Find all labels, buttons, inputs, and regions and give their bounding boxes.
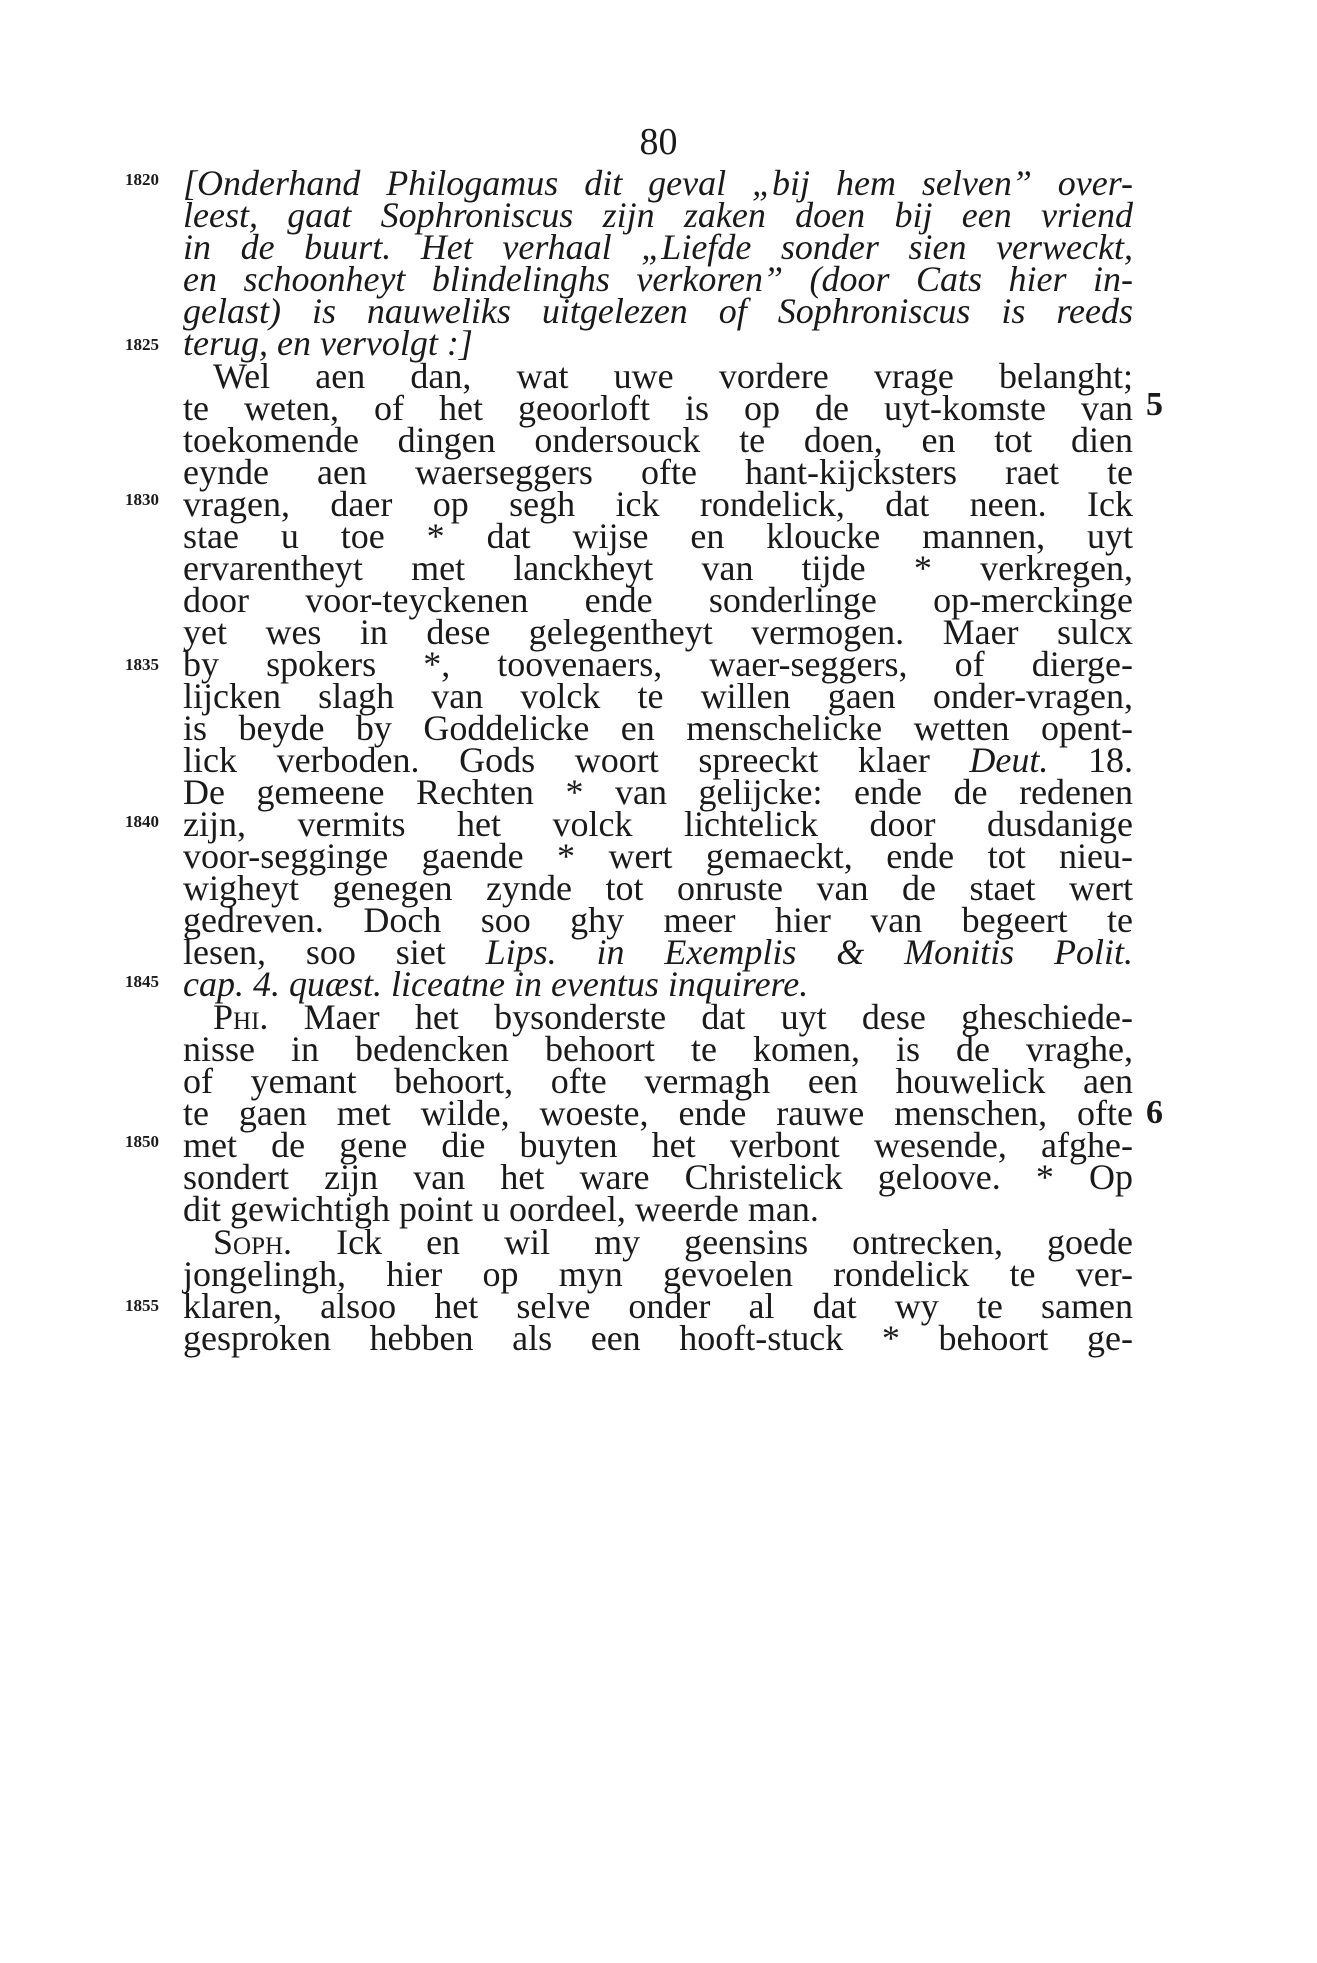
page-number: 80 <box>639 121 678 163</box>
section-number: 6 <box>1146 1094 1163 1131</box>
margin-line-number: 1820 <box>125 170 159 189</box>
margin-line-number: 1845 <box>125 972 159 991</box>
text-line: stae u toe * dat wijse en kloucke mannen, uyt <box>183 516 1133 556</box>
margin-line-number: 1855 <box>125 1296 159 1315</box>
text-segment: 18. <box>1088 740 1134 780</box>
text-line: met de gene die buyten het verbont wesende, afghe- <box>183 1125 1133 1165</box>
text-line: wigheyt genegen zynde tot onruste van de staet wert <box>183 868 1133 908</box>
text-line: Wel aen dan, wat uwe vordere vrage belanght; <box>213 356 1133 396</box>
text-line: gelast) is nauweliks uitgelezen of Sophroniscus is reeds <box>183 291 1133 331</box>
text-line: zijn, vermits het volck lichtelick door dusdanige <box>183 804 1133 844</box>
margin-line-number: 1825 <box>125 335 159 354</box>
margin-line-number: 1830 <box>125 490 159 509</box>
margin-line-number: 1850 <box>125 1132 159 1151</box>
text-segment: lesen, soo siet <box>183 932 446 972</box>
text-line: toekomende dingen ondersouck te doen, en tot dien <box>183 420 1133 460</box>
text-line: lijcken slagh van volck te willen gaen onder-vragen, <box>183 676 1133 716</box>
text-line: ervarentheyt met lanckheyt van tijde * verkregen, <box>183 548 1133 588</box>
section-number: 5 <box>1146 386 1163 423</box>
text-line: terug, en vervolgt :] <box>183 323 473 363</box>
text-line: is beyde by Goddelicke en menschelicke wetten opent- <box>183 708 1133 748</box>
text-line: te gaen met wilde, woeste, ende rauwe menschen, ofte <box>183 1093 1133 1133</box>
text-line: door voor-teyckenen ende sonderlinge op-merckinge <box>183 580 1133 620</box>
text-line: jongelingh, hier op myn gevoelen rondelick te ver- <box>183 1254 1133 1294</box>
text-line: [Onderhand Philogamus dit geval „bij hem selven” over- <box>183 163 1133 203</box>
text-line: gedreven. Doch soo ghy meer hier van begeert te <box>183 900 1133 940</box>
text-line: of yemant behoort, ofte vermagh een houwelick aen <box>183 1061 1133 1101</box>
text-line: te weten, of het geoorloft is op de uyt-komste van <box>183 388 1133 428</box>
text-line: vragen, daer op segh ick rondelick, dat neen. Ick <box>183 484 1133 524</box>
margin-line-number: 1835 <box>125 655 159 674</box>
margin-line-number: 1840 <box>125 812 159 831</box>
text-line: by spokers *, toovenaers, waer-seggers, of dierge- <box>183 644 1133 684</box>
text-line: voor-segginge gaende * wert gemaeckt, ende tot nieu- <box>183 836 1133 876</box>
text-line: en schoonheyt blindelinghs verkoren” (door Cats hier in- <box>183 259 1133 299</box>
text-line: sondert zijn van het ware Christelick geloove. * Op <box>183 1157 1133 1197</box>
citation: Lips. in Exemplis & Monitis Polit. <box>485 932 1134 972</box>
text-line: eynde aen waerseggers ofte hant-kijcksters raet te <box>183 452 1133 492</box>
text-line: in de buurt. Het verhaal „Liefde sonder sien verweckt, <box>183 227 1133 267</box>
text-line: leest, gaat Sophroniscus zijn zaken doen bij een vriend <box>183 195 1133 235</box>
text-line: De gemeene Rechten * van gelijcke: ende de redenen <box>183 772 1133 812</box>
text-line: klaren, alsoo het selve onder al dat wy te samen <box>183 1286 1133 1326</box>
speaker-label: Phi. <box>213 997 269 1037</box>
text-line: dit gewichtigh point u oordeel, weerde man. <box>183 1189 819 1229</box>
citation: Deut. <box>969 740 1049 780</box>
text-line: yet wes in dese gelegentheyt vermogen. Maer sulcx <box>183 612 1133 652</box>
text-line: gesproken hebben als een hooft-stuck * behoort ge- <box>183 1318 1133 1358</box>
text-segment: Ick en wil my geensins ontrecken, goede <box>336 1222 1134 1262</box>
text-segment: lick verboden. Gods woort spreeckt klaer <box>183 740 930 780</box>
text-line: nisse in bedencken behoort te komen, is de vraghe, <box>183 1029 1133 1069</box>
text-segment: Maer het bysonderste dat uyt dese gheschiede- <box>303 997 1134 1037</box>
speaker-label: Soph. <box>213 1222 293 1262</box>
text-line: cap. 4. quæst. liceatne in eventus inquirere. <box>183 964 809 1004</box>
